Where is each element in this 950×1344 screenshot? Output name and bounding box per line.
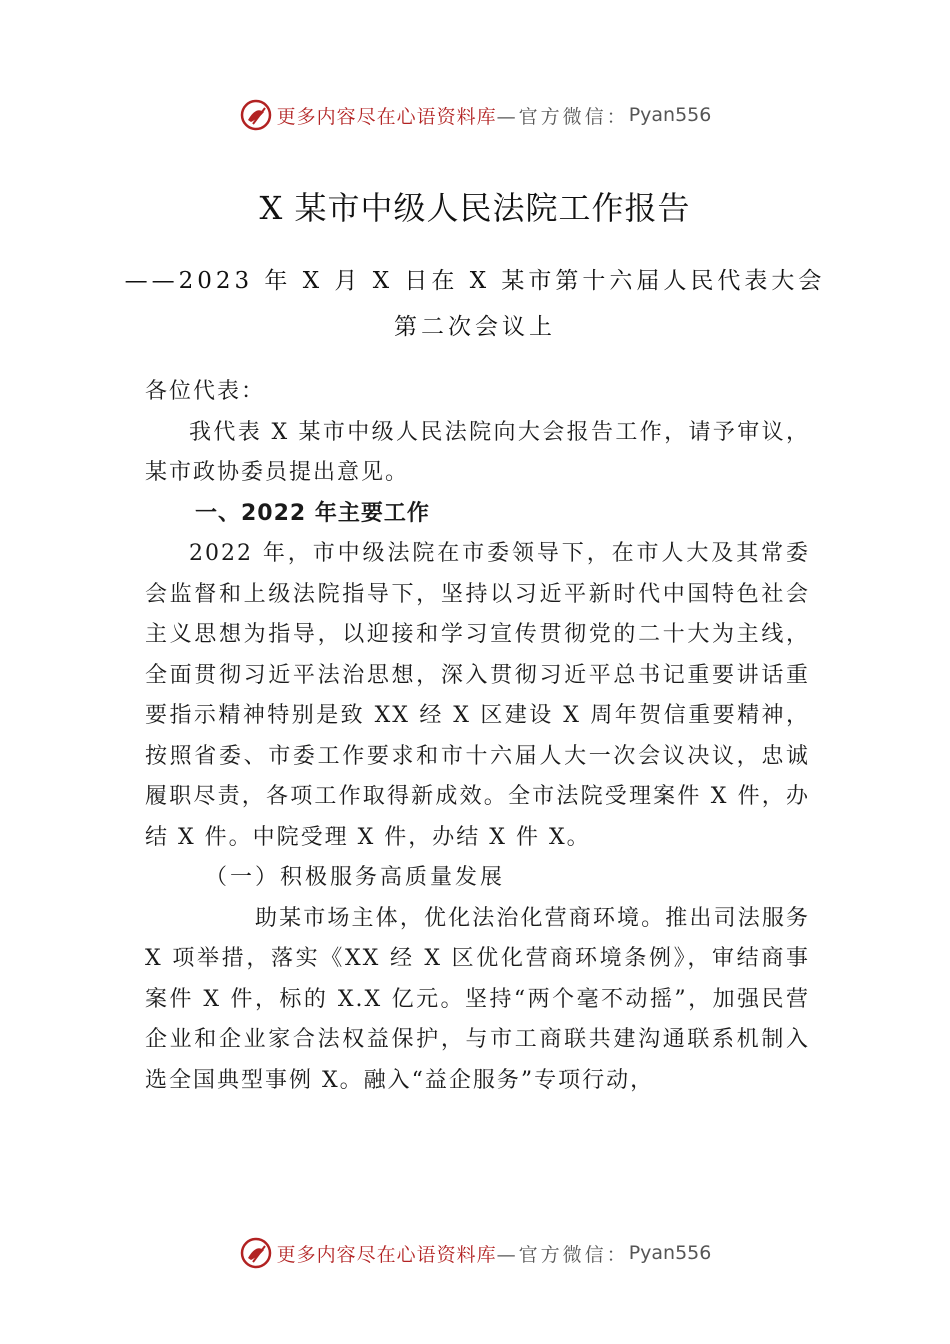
watermark-sub-text: —官方微信： xyxy=(496,1243,629,1266)
watermark-main-text: 更多内容尽在心语资料库 xyxy=(276,105,497,128)
document-subtitle-line2: 第二次会议上 xyxy=(394,314,556,340)
document-body xyxy=(145,372,810,1101)
document-subtitle-line1: ——2023 年 X 月 X 日在 X 某市第十六届人民代表大会 xyxy=(124,268,826,294)
intro-paragraph: 我代表 X 某市中级人民法院向大会报告工作，请予审议，某市政协委员提出意见。 xyxy=(145,419,810,485)
section1-paragraph: 2022 年，市中级法院在市委领导下，在市人大及其常委会监督和上级法院指导下，坚持以习近平新时代中国特色社会主义思想为指导，以迎接和学习宣传贯彻党的二十大为主线，全面贯彻习近平法治思想，深入贯彻习近平总书记重要讲话重要指示精神特别是致 XX 经 X 区建设 X 周年贺信重要精神，按照省委、市委工作要求和市十六届人大一次会议决议，忠诚履职尽责，各项工作取得新成效。全市法院受理案件 X 件，办结 X 件。中院受理 X 件，办结 X 件 X。 xyxy=(145,541,810,850)
watermark-sub-text: —官方微信： xyxy=(496,105,629,128)
salutation: 各位代表： xyxy=(145,379,266,404)
section1-heading: 一、2022 年主要工作 xyxy=(195,500,430,526)
subsection1-paragraph: 助某市场主体，优化法治化营商环境。推出司法服务 X 项举措，落实《XX 经 X 区优化营商环境条例》，审结商事案件 X 件，标的 X.X 亿元。坚持“两个毫不动摇”，加强民营企业和企业家合法权益保护，与市工商联共建沟通联系机制入选全国典型事例 X。融入“益企服务”专项行动， xyxy=(145,905,810,1093)
subsection1-heading: （一）积极服务高质量发展 xyxy=(205,865,506,890)
watermark-main-text: 更多内容尽在心语资料库 xyxy=(276,1243,497,1266)
watermark-id-text: Pyan556 xyxy=(628,104,712,126)
document-title: X 某市中级人民法院工作报告 xyxy=(259,189,691,227)
watermark-banner-bottom xyxy=(0,1233,950,1273)
logo-icon xyxy=(239,1236,273,1270)
logo-icon xyxy=(239,98,273,132)
watermark-banner-top xyxy=(0,95,950,135)
watermark-id-text: Pyan556 xyxy=(628,1242,712,1264)
